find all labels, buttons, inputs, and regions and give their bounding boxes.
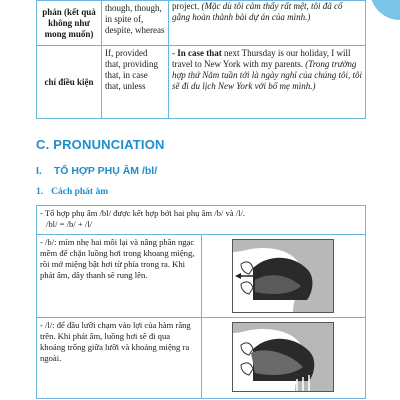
table-cell-type: phản (kết quả không như mong muốn) <box>37 1 102 46</box>
intro-line: - Tổ hợp phụ âm /bl/ được kết hợp bởi hai phụ âm /b/ và /l/. <box>40 208 246 218</box>
example-translation: (Mặc dù tôi cảm thấy rất mệt, tôi đã cố gắng hoàn thành bài dự án của mình.) <box>172 1 343 22</box>
l-image-cell <box>201 318 366 399</box>
table-cell-type: chỉ điều kiện <box>37 46 102 119</box>
subheading-label: Cách phát âm <box>51 187 109 197</box>
table-row <box>37 46 366 119</box>
grammar-table <box>36 0 366 119</box>
section-title: C. PRONUNCIATION <box>36 137 165 152</box>
example-text: project. <box>172 1 200 11</box>
example-text: next Thursday is our holiday, I will travel to New York with my parents. <box>172 48 351 69</box>
l-description: - /l/: để đầu lưỡi chạm vào lợi của hàm răng trên. Khi phát âm, luồng hơi sẽ đi qua khoảng trống giữa lưỡi và khoảng miệng ra ngoài. <box>37 318 202 399</box>
mouth-diagram-b <box>232 239 334 313</box>
table-row <box>37 206 366 235</box>
table-cell-conjunctions: though, though, in spite of, despite, whereas <box>102 1 169 46</box>
subsection-title <box>36 165 157 177</box>
table-row <box>37 235 366 318</box>
table-row <box>37 318 366 399</box>
table-cell-example <box>169 1 366 46</box>
subheading <box>36 187 108 197</box>
subsection-number: I. <box>36 165 42 177</box>
table-cell-example <box>169 46 366 119</box>
table-cell-conjunctions: If, provided that, providing that, in case that, unless <box>102 46 169 119</box>
b-image-cell <box>201 235 366 318</box>
subsection-label: TỔ HỢP PHỤ ÂM /bl/ <box>53 165 158 177</box>
pronunciation-table <box>36 205 366 399</box>
example-prefix: - <box>172 48 178 58</box>
example-keyword: In case that <box>177 48 222 58</box>
intro-cell <box>37 206 366 235</box>
subheading-number: 1. <box>36 187 44 197</box>
formula-line: /bl/ = /b/ + /l/ <box>46 219 92 229</box>
b-description: - /b/: mím nhẹ hai môi lại và nâng phần ngạc mềm để chặn luồng hơi trong khoang miệng, rồi mở miệng bật hơi từ phía trong ra. Khi phát âm, dây thanh sẽ rung lên. <box>37 235 202 318</box>
corner-decoration <box>370 0 400 20</box>
example-translation: (Trong trường hợp thứ Năm tuần tới là ngày nghỉ của chúng tôi, tôi sẽ đi du lịch New York với bố mẹ mình.) <box>172 59 363 91</box>
mouth-diagram-l <box>232 322 334 392</box>
table-row <box>37 1 366 46</box>
